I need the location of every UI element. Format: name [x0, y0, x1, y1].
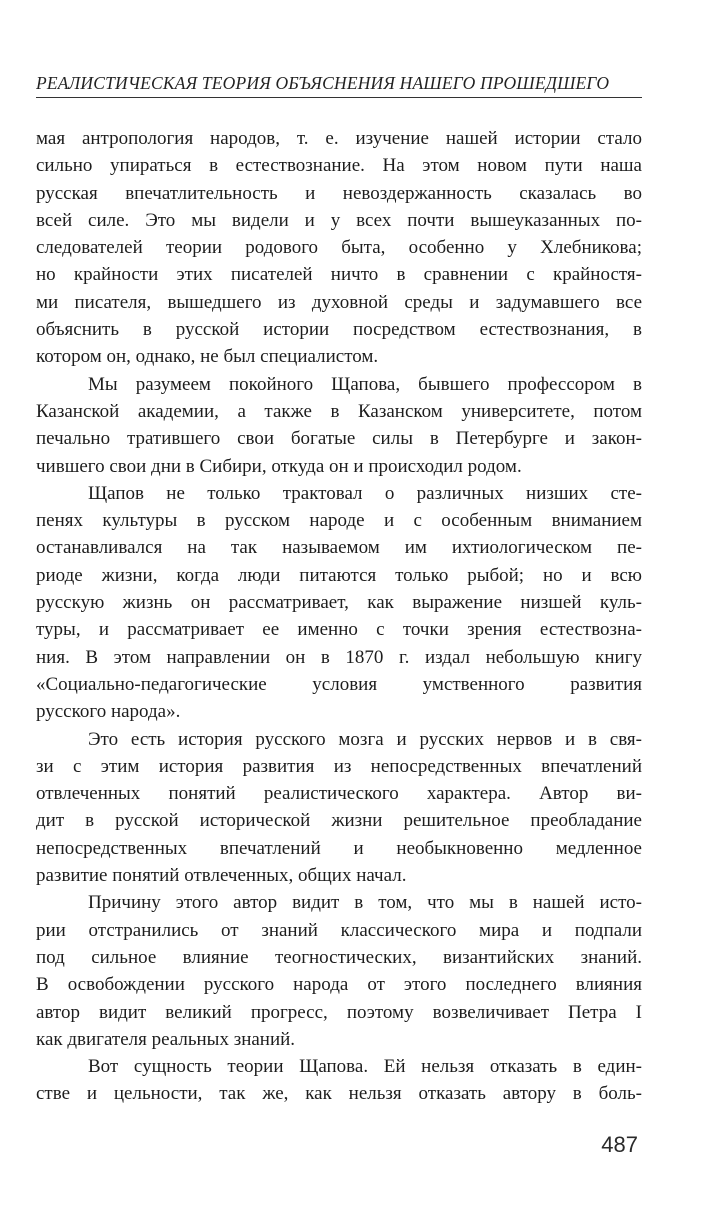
- text-line: дит в русской исторической жизни решительное преобладание: [36, 810, 642, 832]
- text-line: ния. В этом направлении он в 1870 г. издал небольшую книгу: [36, 646, 642, 668]
- text-line: чившего свои дни в Сибири, откуда он и происходил родом.: [36, 455, 522, 477]
- paragraph: [36, 480, 642, 726]
- page-number: 487: [601, 1132, 638, 1157]
- text-line: риоде жизни, когда люди питаются только рыбой; но и всю: [36, 564, 642, 586]
- text-line: следователей теории родового быта, особенно у Хлебникова;: [36, 237, 642, 259]
- text-line: ми писателя, вышедшего из духовной среды и задумавшего все: [36, 291, 642, 313]
- text-line: объяснить в русской истории посредством естествознания, в: [36, 319, 642, 341]
- text-line: останавливался на так называемом им ихтиологическом пе-: [36, 537, 642, 559]
- text-line: котором он, однако, не был специалистом.: [36, 346, 379, 368]
- text-line: но крайности этих писателей ничто в сравнении с крайностя-: [36, 264, 642, 286]
- text-line: непосредственных впечатлений и необыкновенно медленное: [36, 837, 642, 859]
- text-line: Мы разумеем покойного Щапова, бывшего профессором в: [88, 373, 642, 395]
- text-line: под сильное влияние теогностических, византийских знаний.: [36, 946, 642, 968]
- paragraph: [36, 125, 642, 371]
- text-line: русская впечатлительность и невоздержанность сказалась во: [36, 182, 642, 204]
- text-line: отвлеченных понятий реалистического характера. Автор ви-: [36, 783, 642, 805]
- text-line: сильно упираться в естествознание. На этом новом пути наша: [36, 155, 642, 177]
- text-line: русскую жизнь он рассматривает, как выражение низшей куль-: [36, 592, 642, 614]
- text-line: рии отстранились от знаний классического мира и подпали: [36, 919, 642, 941]
- text-line: всей силе. Это мы видели и у всех почти вышеуказанных по-: [36, 209, 642, 231]
- text-line: развитие понятий отвлеченных, общих начал.: [36, 865, 407, 887]
- paragraph: [36, 889, 642, 1053]
- text-line: Это есть история русского мозга и русских нервов и в свя-: [88, 728, 642, 750]
- text-line: Вот сущность теории Щапова. Ей нельзя отказать в един-: [88, 1056, 642, 1078]
- text-line: Щапов не только трактовал о различных низших сте-: [88, 482, 642, 504]
- text-line: мая антропология народов, т. е. изучение нашей истории стало: [36, 128, 642, 149]
- text-line: стве и цельности, так же, как нельзя отказать автору в боль-: [36, 1083, 642, 1105]
- text-line: русского народа».: [36, 701, 181, 723]
- text-line: Казанской академии, а также в Казанском университете, потом: [36, 400, 642, 422]
- body-text: [36, 125, 642, 1108]
- header-rule: [36, 97, 642, 98]
- running-header: РЕАЛИСТИЧЕСКАЯ ТЕОРИЯ ОБЪЯСНЕНИЯ НАШЕГО ПРОШЕДШЕГО: [36, 73, 610, 93]
- text-line: В освобождении русского народа от этого последнего влияния: [36, 974, 642, 996]
- text-line: Причину этого автор видит в том, что мы в нашей исто-: [88, 892, 642, 914]
- text-line: «Социально-педагогические условия умственного развития: [36, 673, 642, 695]
- text-line: туры, и рассматривает ее именно с точки зрения естествозна-: [36, 619, 642, 641]
- paragraph: [36, 1053, 642, 1108]
- text-line: как двигателя реальных знаний.: [36, 1028, 296, 1050]
- text-line: пенях культуры в русском народе и с особенным вниманием: [36, 510, 642, 532]
- paragraph: [36, 726, 642, 890]
- text-line: печально тратившего свои богатые силы в Петербурге и закон-: [36, 428, 642, 450]
- text-line: зи с этим история развития из непосредственных впечатлений: [36, 755, 642, 777]
- text-line: автор видит великий прогресс, поэтому возвеличивает Петра I: [36, 1001, 642, 1023]
- paragraph: [36, 371, 642, 480]
